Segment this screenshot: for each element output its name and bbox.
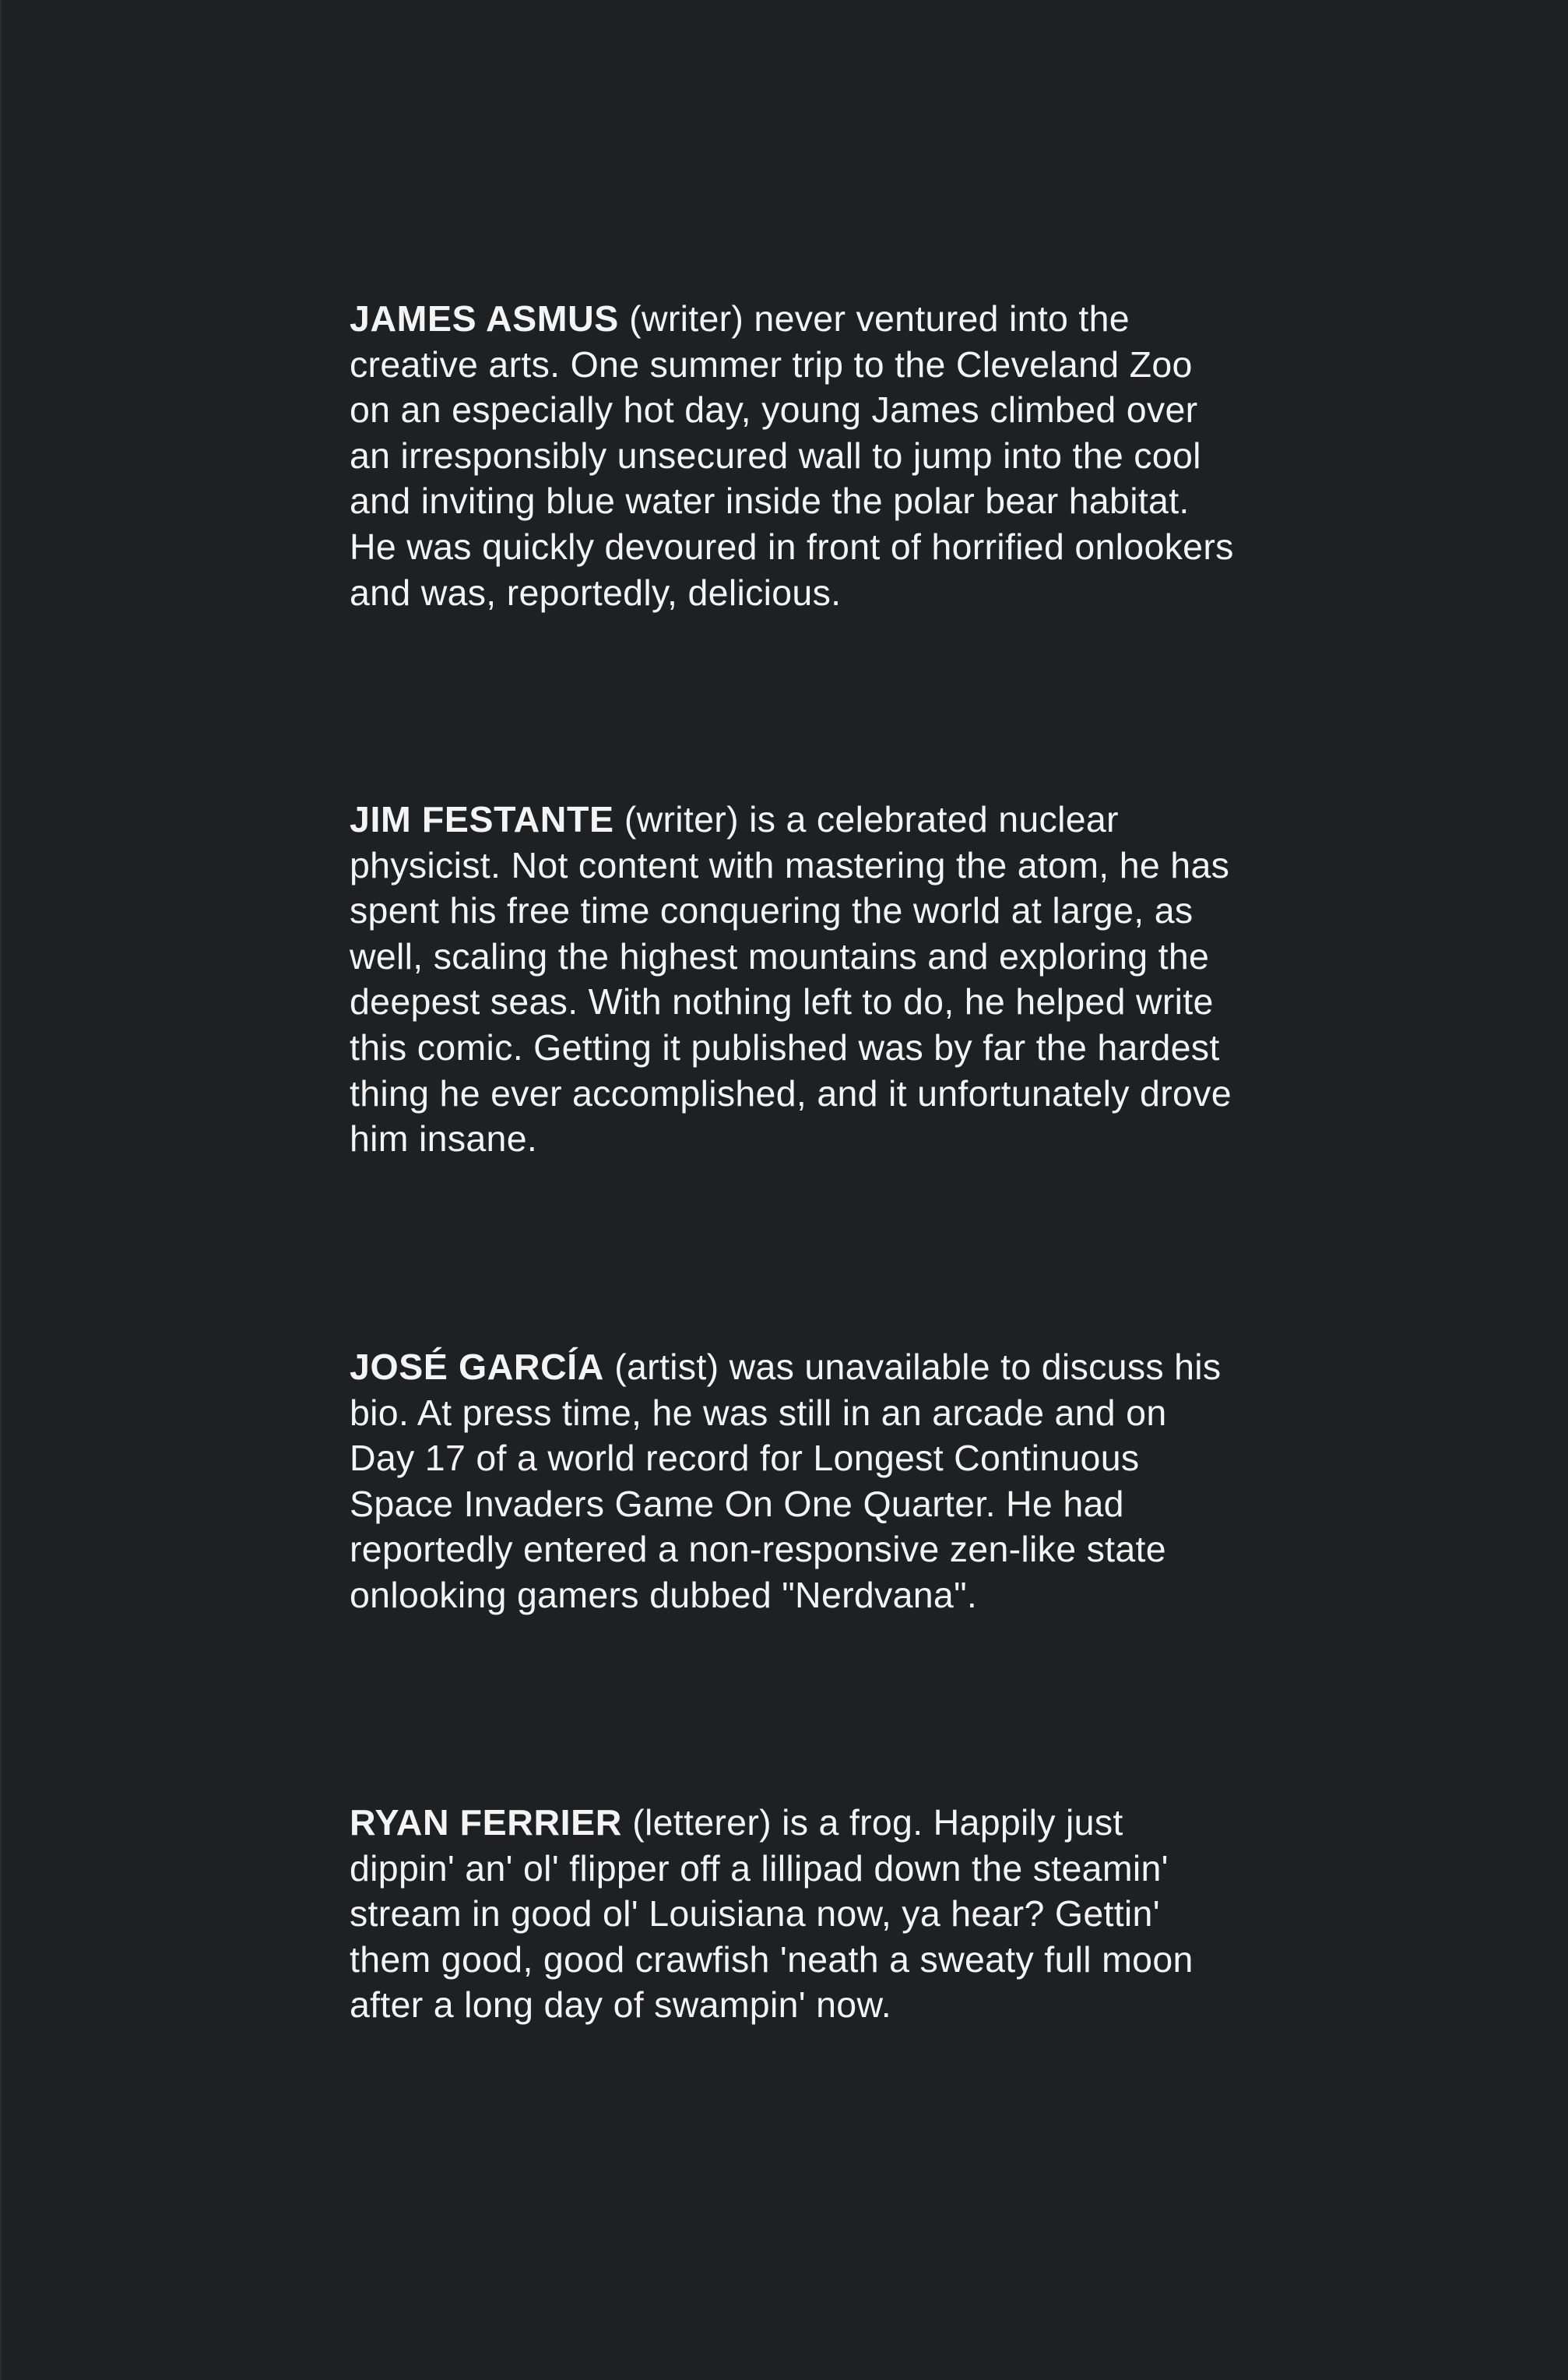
bio-james-asmus — [350, 296, 1237, 615]
bio-name: JOSÉ GARCÍA — [350, 1347, 604, 1387]
bio-jose-garcia — [350, 1344, 1237, 1618]
bio-name: RYAN FERRIER — [350, 1802, 622, 1843]
bio-ryan-ferrier — [350, 1800, 1237, 2028]
bio-text: (letterer) is a frog. Happily just dippin' an' ol' flipper off a lillipad down the steamin' stream in good ol' Louisiana now, ya hear? Gettin' them good, good crawfish 'neath a sweaty full moon after a long day of swampin' now. — [350, 1802, 1194, 2026]
bio-name: JAMES ASMUS — [350, 298, 619, 339]
bio-text: (artist) was unavailable to discuss his bio. At press time, he was still in an arcade and on Day 17 of a world record for Longest Continuous Space Invaders Game On One Quarter. He had reportedly entered a non-responsive zen-like state onlooking gamers dubbed "Nerdvana". — [350, 1347, 1222, 1615]
bio-jim-festante — [350, 797, 1237, 1162]
bio-name: JIM FESTANTE — [350, 799, 614, 840]
bio-text: (writer) never ventured into the creative arts. One summer trip to the Cleveland Zoo on an especially hot day, young James climbed over an irresponsibly unsecured wall to jump into the cool and inviting blue water inside the polar bear habitat. He was quickly devoured in front of horrified onlookers and was, reportedly, delicious. — [350, 298, 1234, 613]
bio-text: (writer) is a celebrated nuclear physicist. Not content with mastering the atom, he has spent his free time conquering the world at large, as well, scaling the highest mountains and exploring the deepest seas. With nothing left to do, he helped write this comic. Getting it published was by far the hardest thing he ever accomplished, and it unfortunately drove him insane. — [350, 799, 1232, 1160]
